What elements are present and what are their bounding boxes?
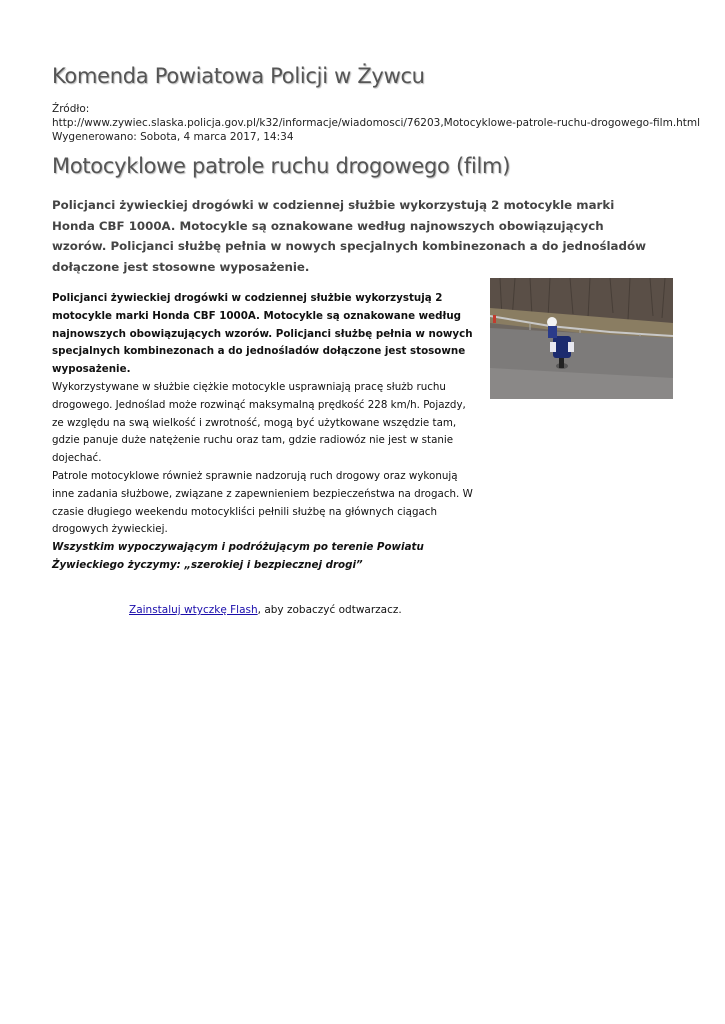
install-flash-link[interactable]: Zainstaluj wtyczkę Flash [129, 604, 258, 616]
article-closing: Wszystkim wypoczywającym i podróżującym po terenie Powiatu Żywieckiego życzymy: „szerokiej i bezpiecznej drogi” [52, 541, 424, 571]
motorcycle-patrol-photo [490, 278, 673, 399]
article-paragraph-1: Wykorzystywane w służbie ciężkie motocykle usprawniają pracę służb ruchu drogowego. Jednoślad może rozwinąć maksymalną prędkość 228 km/h. Pojazdy, ze względu na swą wielkość i zwrotność, mogą być użytkowane wszędzie tam, gdzie panuje duże natężenie ruchu oraz tam, gdzie radiowóz nie jest w stanie dojechać. [52, 380, 466, 465]
flash-notice [129, 604, 402, 616]
site-title: Komenda Powiatowa Policji w Żywcu [52, 64, 425, 88]
generated-date: Wygenerowano: Sobota, 4 marca 2017, 14:34 [52, 131, 294, 143]
article-title: Motocyklowe patrole ruchu drogowego (film) [52, 154, 511, 178]
article-body [52, 290, 477, 575]
source-meta [52, 102, 700, 144]
article-paragraph-2: Patrole motocyklowe również sprawnie nadzorują ruch drogowy oraz wykonują inne zadania służbowe, związane z zapewnieniem bezpieczeństwa na drogach. W czasie długiego weekendu motocykliści pełnili służbę na głównych ciągach drogowych żywieckiej. [52, 469, 473, 536]
flash-notice-text: , aby zobaczyć odtwarzacz. [257, 604, 402, 616]
source-url: http://www.zywiec.slaska.policja.gov.pl/k32/informacje/wiadomosci/76203,Motocyklowe-patrole-ruchu-drogowego-film.html [52, 117, 701, 129]
article-lead: Policjanci żywieckiej drogówki w codziennej służbie wykorzystują 2 motocykle marki Honda CBF 1000A. Motocykle są oznakowane według najnowszych obowiązujących wzorów. Policjanci służbę pełnia w nowych specjalnych kombinezonach a do jednośladów dołączone jest stosowne wyposażenie. [52, 198, 646, 274]
source-label: Źródło: [52, 103, 90, 115]
article-intro: Policjanci żywieckiej drogówki w codziennej służbie wykorzystują 2 motocykle marki Honda CBF 1000A. Motocykle są oznakowane według najnowszych obowiązujących wzorów. Policjanci służbę pełnia w nowych specjalnych kombinezonach a do jednośladów dołączone jest stosowne wyposażenie. [52, 292, 473, 376]
